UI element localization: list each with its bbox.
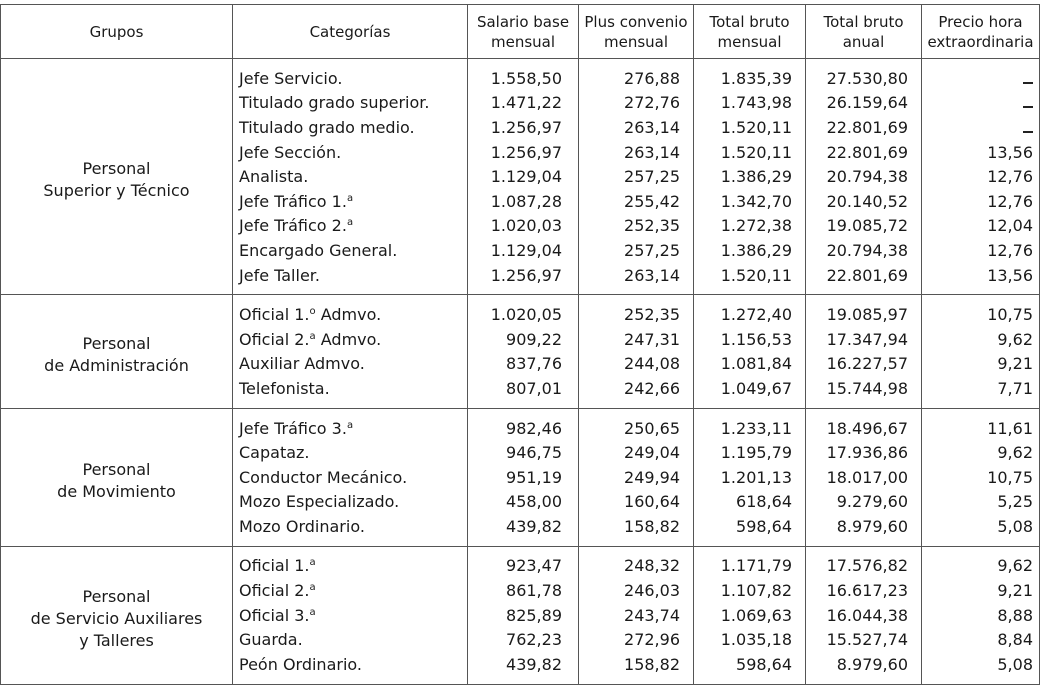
total-anual-cell: 20.794,38	[806, 164, 922, 189]
categoria-cell: Oficial 1.$^a$	[233, 546, 468, 578]
total-anual-cell: 15.527,74	[806, 627, 922, 652]
table-row	[1, 546, 1040, 578]
categoria-cell: Titulado grado medio.	[233, 115, 468, 140]
total-mensual-cell: 1.520,11	[694, 140, 806, 165]
total-mensual-cell: 1.081,84	[694, 352, 806, 377]
header-total-bruto-anual	[806, 5, 922, 59]
header-label-line: mensual	[603, 32, 669, 51]
plus-convenio-cell: 257,25	[579, 164, 694, 189]
ordinal-mark: a	[309, 582, 316, 594]
categoria-cell: Oficial 2.$^a$	[233, 578, 468, 603]
dash-placeholder	[1023, 72, 1033, 84]
total-anual-cell: 18.017,00	[806, 465, 922, 490]
plus-convenio-cell: 160,64	[579, 490, 694, 515]
table-header	[1, 5, 1040, 59]
total-mensual-cell: 1.520,11	[694, 263, 806, 295]
categoria-cell: Jefe Tráfico 1.$^a$	[233, 189, 468, 214]
total-mensual-cell: 1.107,82	[694, 578, 806, 603]
precio-hora-cell: 12,76	[922, 164, 1040, 189]
total-anual-cell: 16.227,57	[806, 352, 922, 377]
total-mensual-cell: 1.520,11	[694, 115, 806, 140]
header-label-line: Grupos	[89, 22, 144, 41]
ordinal-mark: a	[346, 419, 354, 431]
salario-base-cell: 1.256,97	[468, 140, 579, 165]
precio-hora-cell: 13,56	[922, 140, 1040, 165]
categoria-cell: Oficial 2.$^a$ Admvo.	[233, 327, 468, 352]
header-label-line: mensual	[490, 32, 556, 51]
header-categorias	[233, 5, 468, 59]
total-mensual-cell: 598,64	[694, 514, 806, 546]
precio-hora-cell: 13,56	[922, 263, 1040, 295]
salario-base-cell: 807,01	[468, 376, 579, 408]
header-label-line: Categorías	[309, 22, 391, 41]
plus-convenio-cell: 276,88	[579, 59, 694, 91]
ordinal-mark: a	[346, 192, 354, 204]
categoria-cell: Jefe Tráfico 3.$^a$	[233, 408, 468, 440]
header-label-line: Total bruto	[823, 12, 904, 31]
total-mensual-cell: 1.201,13	[694, 465, 806, 490]
salario-base-cell: 909,22	[468, 327, 579, 352]
plus-convenio-cell: 250,65	[579, 408, 694, 440]
salario-base-cell: 951,19	[468, 465, 579, 490]
plus-convenio-cell: 158,82	[579, 652, 694, 684]
total-anual-cell: 20.794,38	[806, 238, 922, 263]
precio-hora-cell: 9,21	[922, 578, 1040, 603]
group-cell	[1, 295, 233, 408]
group-label-line: de Movimiento	[57, 481, 176, 501]
header-label-line: Salario base	[476, 12, 570, 31]
salario-base-cell: 1.020,05	[468, 295, 579, 327]
salario-base-cell: 1.087,28	[468, 189, 579, 214]
salario-base-cell: 762,23	[468, 627, 579, 652]
precio-hora-cell: 12,76	[922, 238, 1040, 263]
salario-base-cell: 1.558,50	[468, 59, 579, 91]
total-anual-cell: 26.159,64	[806, 91, 922, 116]
total-anual-cell: 19.085,97	[806, 295, 922, 327]
categoria-cell: Titulado grado superior.	[233, 91, 468, 116]
salario-base-cell: 946,75	[468, 440, 579, 465]
group-label-line: Personal	[82, 334, 151, 354]
table-body	[1, 59, 1040, 685]
header-row	[1, 5, 1040, 59]
total-mensual-cell: 1.272,38	[694, 214, 806, 239]
header-label-line: mensual	[717, 32, 782, 51]
plus-convenio-cell: 263,14	[579, 140, 694, 165]
salario-base-cell: 982,46	[468, 408, 579, 440]
ordinal-mark: a	[346, 217, 354, 229]
header-label-line: Plus convenio	[584, 12, 688, 31]
ordinal-mark: a	[309, 330, 316, 342]
table-row	[1, 295, 1040, 327]
total-mensual-cell: 1.835,39	[694, 59, 806, 91]
salario-base-cell: 1.129,04	[468, 164, 579, 189]
plus-convenio-cell: 248,32	[579, 546, 694, 578]
total-mensual-cell: 1.272,40	[694, 295, 806, 327]
table-row	[1, 59, 1040, 91]
categoria-cell: Auxiliar Admvo.	[233, 352, 468, 377]
salario-base-cell: 825,89	[468, 603, 579, 628]
precio-hora-cell	[922, 91, 1040, 116]
plus-convenio-cell: 249,94	[579, 465, 694, 490]
plus-convenio-cell: 272,76	[579, 91, 694, 116]
total-anual-cell: 22.801,69	[806, 140, 922, 165]
salario-base-cell: 458,00	[468, 490, 579, 515]
table-row	[1, 408, 1040, 440]
precio-hora-cell: 5,08	[922, 652, 1040, 684]
salary-table	[0, 4, 1040, 685]
categoria-cell: Oficial 3.$^a$	[233, 603, 468, 628]
total-mensual-cell: 1.386,29	[694, 164, 806, 189]
group-label-line: Personal	[82, 459, 151, 479]
salario-base-cell: 923,47	[468, 546, 579, 578]
plus-convenio-cell: 244,08	[579, 352, 694, 377]
plus-convenio-cell: 263,14	[579, 115, 694, 140]
plus-convenio-cell: 249,04	[579, 440, 694, 465]
categoria-cell: Mozo Especializado.	[233, 490, 468, 515]
categoria-cell: Analista.	[233, 164, 468, 189]
categoria-cell: Oficial 1.$^o$ Admvo.	[233, 295, 468, 327]
plus-convenio-cell: 246,03	[579, 578, 694, 603]
group-label-line: y Talleres	[79, 630, 154, 650]
categoria-cell: Encargado General.	[233, 238, 468, 263]
total-anual-cell: 17.347,94	[806, 327, 922, 352]
precio-hora-cell: 11,61	[922, 408, 1040, 440]
total-mensual-cell: 1.342,70	[694, 189, 806, 214]
dash-placeholder	[1023, 121, 1033, 133]
precio-hora-cell: 9,62	[922, 440, 1040, 465]
categoria-cell: Telefonista.	[233, 376, 468, 408]
total-anual-cell: 20.140,52	[806, 189, 922, 214]
total-mensual-cell: 1.171,79	[694, 546, 806, 578]
ordinal-mark: a	[309, 557, 316, 569]
total-anual-cell: 15.744,98	[806, 376, 922, 408]
precio-hora-cell	[922, 59, 1040, 91]
precio-hora-cell: 8,88	[922, 603, 1040, 628]
plus-convenio-cell: 255,42	[579, 189, 694, 214]
precio-hora-cell: 9,62	[922, 546, 1040, 578]
categoria-cell: Jefe Servicio.	[233, 59, 468, 91]
categoria-cell: Capataz.	[233, 440, 468, 465]
precio-hora-cell: 7,71	[922, 376, 1040, 408]
salario-base-cell: 837,76	[468, 352, 579, 377]
total-mensual-cell: 1.386,29	[694, 238, 806, 263]
header-label-line: Total bruto	[709, 12, 790, 31]
total-mensual-cell: 1.035,18	[694, 627, 806, 652]
total-mensual-cell: 1.195,79	[694, 440, 806, 465]
categoria-cell: Jefe Taller.	[233, 263, 468, 295]
group-label-line: Superior y Técnico	[43, 181, 190, 201]
salario-base-cell: 439,82	[468, 514, 579, 546]
total-anual-cell: 16.044,38	[806, 603, 922, 628]
categoria-cell: Jefe Tráfico 2.$^a$	[233, 214, 468, 239]
ordinal-mark: a	[309, 606, 316, 618]
categoria-cell: Conductor Mecánico.	[233, 465, 468, 490]
precio-hora-cell	[922, 115, 1040, 140]
salario-base-cell: 1.256,97	[468, 263, 579, 295]
total-anual-cell: 17.576,82	[806, 546, 922, 578]
precio-hora-cell: 10,75	[922, 465, 1040, 490]
total-anual-cell: 18.496,67	[806, 408, 922, 440]
header-total-bruto-mensual	[694, 5, 806, 59]
precio-hora-cell: 12,04	[922, 214, 1040, 239]
total-anual-cell: 17.936,86	[806, 440, 922, 465]
header-label-line: Precio hora	[938, 12, 1023, 31]
total-anual-cell: 22.801,69	[806, 263, 922, 295]
header-grupos	[1, 5, 233, 59]
precio-hora-cell: 9,21	[922, 352, 1040, 377]
header-precio-hora	[922, 5, 1040, 59]
salario-base-cell: 1.256,97	[468, 115, 579, 140]
plus-convenio-cell: 242,66	[579, 376, 694, 408]
categoria-cell: Guarda.	[233, 627, 468, 652]
total-anual-cell: 19.085,72	[806, 214, 922, 239]
total-anual-cell: 8.979,60	[806, 652, 922, 684]
total-mensual-cell: 598,64	[694, 652, 806, 684]
plus-convenio-cell: 243,74	[579, 603, 694, 628]
total-anual-cell: 22.801,69	[806, 115, 922, 140]
header-label-line: anual	[842, 32, 885, 51]
salario-base-cell: 1.471,22	[468, 91, 579, 116]
group-cell	[1, 546, 233, 684]
plus-convenio-cell: 158,82	[579, 514, 694, 546]
total-mensual-cell: 1.233,11	[694, 408, 806, 440]
total-mensual-cell: 618,64	[694, 490, 806, 515]
group-cell	[1, 59, 233, 295]
header-salario-base	[468, 5, 579, 59]
salario-base-cell: 1.129,04	[468, 238, 579, 263]
categoria-cell: Peón Ordinario.	[233, 652, 468, 684]
total-mensual-cell: 1.069,63	[694, 603, 806, 628]
total-anual-cell: 27.530,80	[806, 59, 922, 91]
group-label-line: de Servicio Auxiliares	[30, 608, 203, 628]
precio-hora-cell: 5,25	[922, 490, 1040, 515]
salario-base-cell: 861,78	[468, 578, 579, 603]
plus-convenio-cell: 252,35	[579, 295, 694, 327]
header-plus-convenio	[579, 5, 694, 59]
salario-base-cell: 1.020,03	[468, 214, 579, 239]
precio-hora-cell: 10,75	[922, 295, 1040, 327]
group-cell	[1, 408, 233, 546]
group-label-line: de Administración	[44, 356, 189, 376]
salario-base-cell: 439,82	[468, 652, 579, 684]
ordinal-mark: o	[309, 306, 316, 318]
total-anual-cell: 8.979,60	[806, 514, 922, 546]
group-label-line: Personal	[82, 159, 151, 179]
dash-placeholder	[1023, 96, 1033, 108]
plus-convenio-cell: 247,31	[579, 327, 694, 352]
precio-hora-cell: 9,62	[922, 327, 1040, 352]
total-anual-cell: 9.279,60	[806, 490, 922, 515]
plus-convenio-cell: 272,96	[579, 627, 694, 652]
precio-hora-cell: 5,08	[922, 514, 1040, 546]
plus-convenio-cell: 252,35	[579, 214, 694, 239]
group-label-line: Personal	[82, 586, 151, 606]
plus-convenio-cell: 257,25	[579, 238, 694, 263]
plus-convenio-cell: 263,14	[579, 263, 694, 295]
total-mensual-cell: 1.743,98	[694, 91, 806, 116]
total-anual-cell: 16.617,23	[806, 578, 922, 603]
categoria-cell: Mozo Ordinario.	[233, 514, 468, 546]
categoria-cell: Jefe Sección.	[233, 140, 468, 165]
header-label-line: extraordinaria	[927, 32, 1034, 51]
precio-hora-cell: 8,84	[922, 627, 1040, 652]
total-mensual-cell: 1.156,53	[694, 327, 806, 352]
precio-hora-cell: 12,76	[922, 189, 1040, 214]
total-mensual-cell: 1.049,67	[694, 376, 806, 408]
